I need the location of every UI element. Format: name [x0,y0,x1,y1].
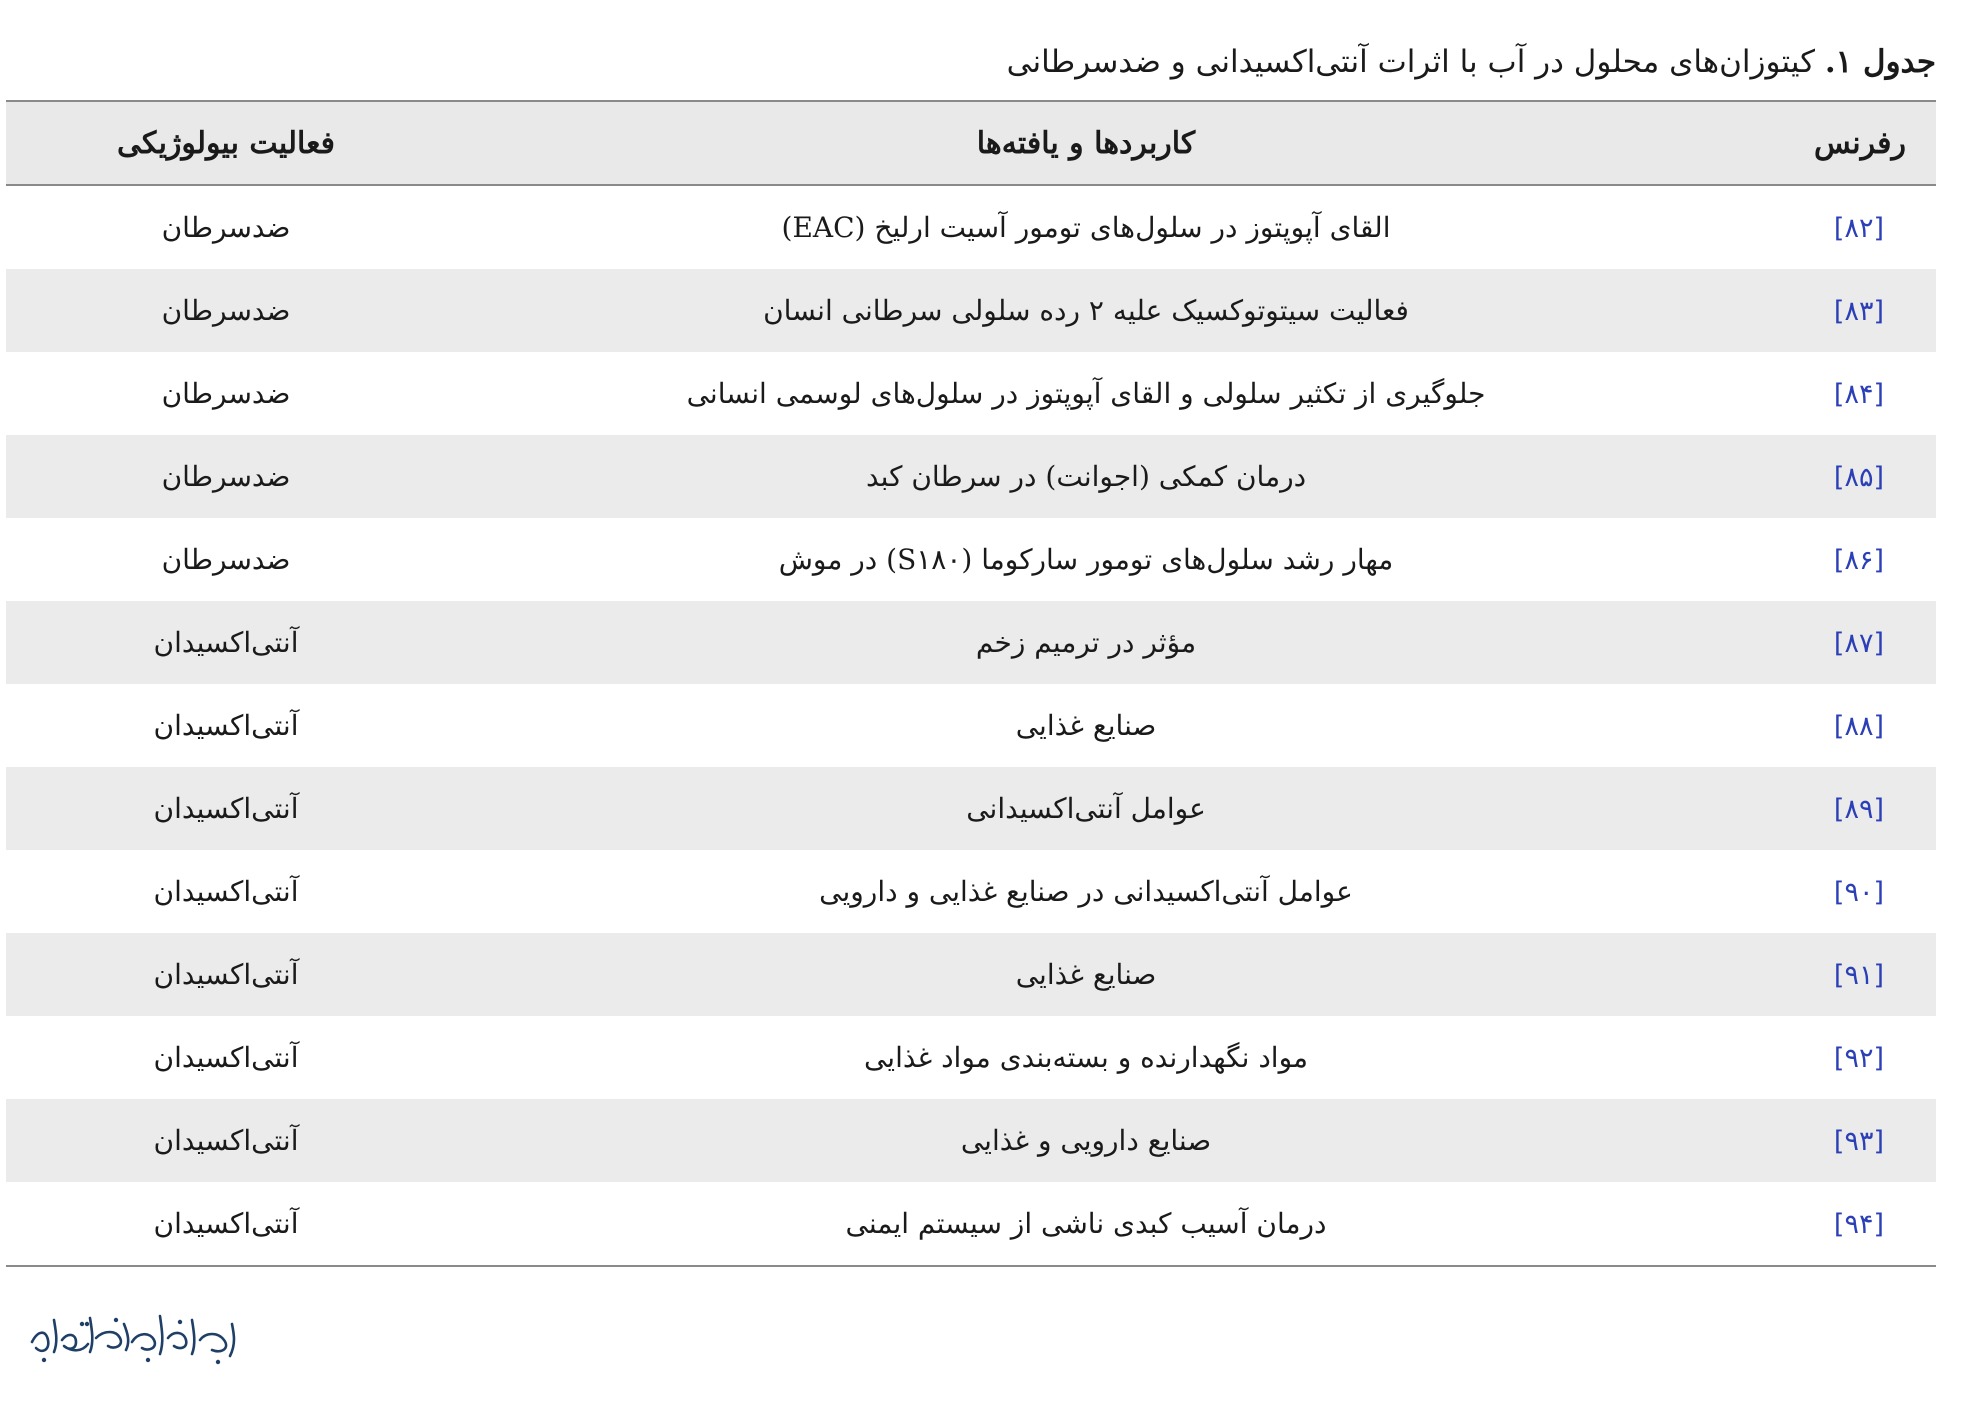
application-cell: درمان کمکی (اجوانت) در سرطان کبد [446,435,1726,518]
application-cell: عوامل آنتی‌اکسیدانی در صنایع غذایی و دارویی [819,875,1353,908]
reference-link[interactable]: [۹۱] [1833,960,1884,991]
header-activity: فعالیت بیولوژیکی [6,101,446,185]
reference-link[interactable]: [۹۲] [1833,1043,1884,1074]
activity-cell: آنتی‌اکسیدان [153,875,299,908]
reference-cell [1726,269,1936,352]
table-row [6,435,1936,518]
activity-cell: آنتی‌اکسیدان [153,709,299,742]
activity-cell: ضدسرطان [161,211,291,244]
table-row [6,1016,1936,1099]
application-cell: صنایع غذایی [1015,709,1157,742]
table-caption [36,40,1936,84]
caption-label: جدول ۱. [1824,44,1936,80]
application-cell: فعالیت سیتوتوکسیک علیه ۲ رده سلولی سرطانی انسان [446,269,1726,352]
activity-cell: ضدسرطان [6,435,446,518]
reference-cell [1726,185,1936,269]
application-cell: مواد نگهدارنده و بسته‌بندی مواد غذایی [863,1041,1309,1074]
table-row [6,185,1936,269]
reference-cell [1726,1099,1936,1182]
reference-cell [1726,1182,1936,1266]
reference-link[interactable]: [۸۷] [1833,628,1884,659]
table-row [6,684,1936,767]
reference-link[interactable]: [۸۵] [1833,462,1884,493]
reference-cell [1726,518,1936,601]
activity-cell: ضدسرطان [6,269,446,352]
table-row [6,1099,1936,1182]
reference-link[interactable]: [۸۸] [1833,711,1884,742]
reference-link[interactable]: [۸۶] [1833,545,1884,576]
reference-cell [1726,1016,1936,1099]
table-row [6,767,1936,850]
table-body [6,185,1936,1266]
activity-cell: ضدسرطان [161,543,291,576]
activity-cell: آنتی‌اکسیدان [6,767,446,850]
application-cell: مهار رشد سلول‌های تومور سارکوما (S۱۸۰) در موش [778,543,1394,576]
reference-cell [1726,767,1936,850]
application-cell: صنایع غذایی [446,933,1726,1016]
table-row [6,933,1936,1016]
application-cell: درمان آسیب کبدی ناشی از سیستم ایمنی [446,1182,1726,1266]
reference-cell [1726,684,1936,767]
activity-cell: آنتی‌اکسیدان [153,1041,299,1074]
reference-cell [1726,933,1936,1016]
activity-cell: آنتی‌اکسیدان [6,1182,446,1266]
activity-cell: آنتی‌اکسیدان [6,601,446,684]
table-row [6,269,1936,352]
reference-link[interactable]: [۹۳] [1833,1126,1884,1157]
reference-cell [1726,850,1936,933]
activity-cell: ضدسرطان [161,377,291,410]
caption-text: کیتوزان‌های محلول در آب با اثرات آنتی‌اکسیدانی و ضدسرطانی [1006,44,1825,80]
application-cell: عوامل آنتی‌اکسیدانی [446,767,1726,850]
header-reference: رفرنس [1726,101,1936,185]
activity-cell: آنتی‌اکسیدان [6,1099,446,1182]
reference-link[interactable]: [۹۴] [1833,1209,1884,1240]
table-row [6,601,1936,684]
reference-link[interactable]: [۸۳] [1833,296,1884,327]
application-cell: مؤثر در ترمیم زخم [446,601,1726,684]
application-cell: جلوگیری از تکثیر سلولی و القای آپوپتوز در سلول‌های لوسمی انسانی [686,377,1486,410]
table-row [6,850,1936,933]
application-cell: القای آپوپتوز در سلول‌های تومور آسیت ارلیخ (EAC) [781,211,1391,244]
data-table-container [36,100,1936,1267]
activity-cell: آنتی‌اکسیدان [6,933,446,1016]
table-row [6,1182,1936,1266]
table-row [6,518,1936,601]
reference-link[interactable]: [۹۰] [1833,877,1884,908]
reference-link[interactable]: [۸۴] [1833,379,1884,410]
reference-link[interactable]: [۸۹] [1833,794,1884,825]
reference-cell [1726,601,1936,684]
journal-logo [24,1290,244,1380]
table-header-row [6,101,1936,185]
reference-cell [1726,435,1936,518]
reference-cell [1726,352,1936,435]
table-row [6,352,1936,435]
application-cell: صنایع دارویی و غذایی [446,1099,1726,1182]
reference-link[interactable]: [۸۲] [1833,213,1884,244]
header-applications: کاربردها و یافته‌ها [446,101,1726,185]
data-table [6,100,1936,1267]
